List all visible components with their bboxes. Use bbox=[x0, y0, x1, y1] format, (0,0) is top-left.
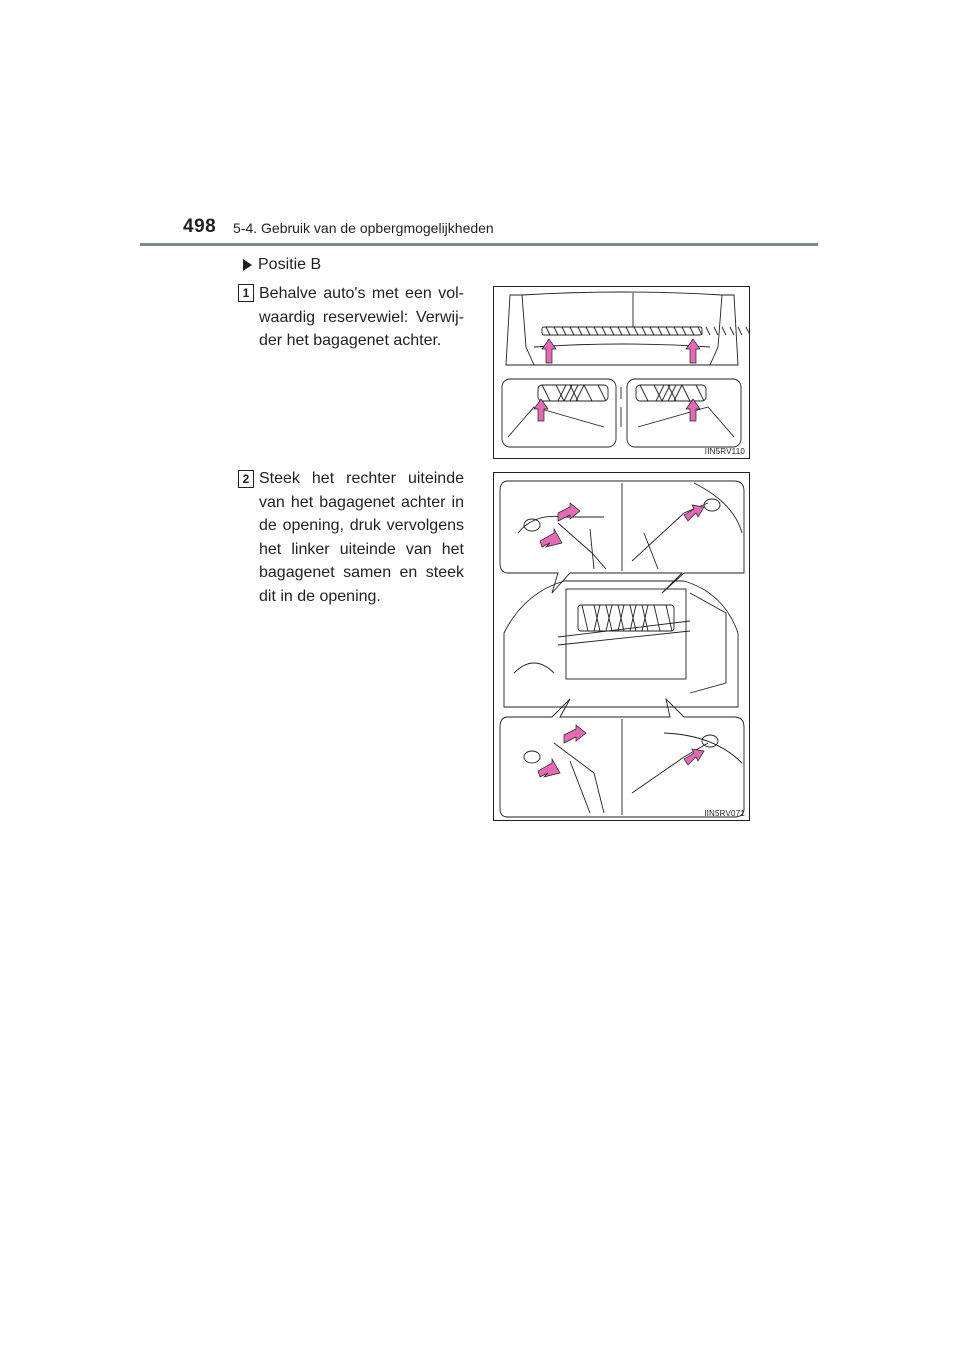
step-text-2: Steek het rechter uiteinde van het bagagenet achter in de opening, druk vervolgens het linker uiteinde van het bagagenet samen en steek dit in de opening. bbox=[259, 470, 464, 605]
cargo-net-removal-illustration bbox=[494, 287, 749, 458]
subheading-label: Positie B bbox=[258, 256, 322, 273]
section-title: 5-4. Gebruik van de opbergmogelijkheden bbox=[233, 220, 494, 236]
figure-1 bbox=[493, 286, 750, 459]
subheading bbox=[243, 256, 321, 274]
page-number: 498 bbox=[183, 216, 217, 237]
figure-1-code: IIN5RV110 bbox=[704, 447, 745, 456]
step-badge-2: 2 bbox=[238, 470, 254, 488]
figure-2-code: IIN5RV071 bbox=[704, 809, 745, 818]
step-text-1: Behalve auto's met een vol-waardig reservewiel: Verwij-der het bagagenet achter. bbox=[259, 285, 464, 349]
figure-2 bbox=[493, 472, 750, 821]
cargo-net-install-illustration bbox=[494, 473, 749, 820]
header-rule bbox=[140, 243, 818, 246]
triangle-bullet-icon bbox=[243, 259, 252, 271]
step-badge-1: 1 bbox=[238, 284, 254, 302]
